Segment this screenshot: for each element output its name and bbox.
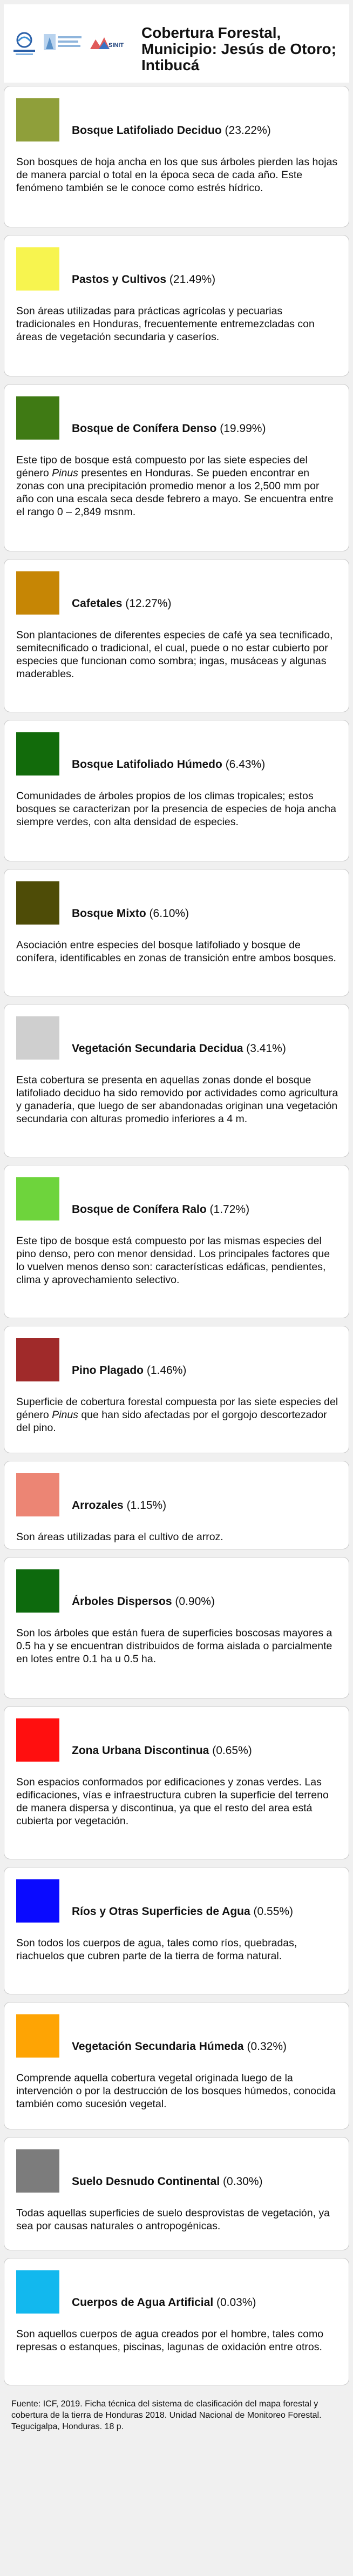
color-swatch [16,98,59,141]
page-title [141,25,347,73]
category-name: Vegetación Secundaria Húmeda [72,2040,244,2053]
category-name: Suelo Desnudo Continental [72,2175,220,2188]
category-card [4,559,349,712]
description-text: Son plantaciones de diferentes especies de café ya sea tecnificado, semitecnificado o tradicional, el cual, puede o no estar cubierto por especies que funcionan como sombra; ingas, musáceas y algunas maderables. [16,629,333,680]
color-swatch [16,732,59,776]
description-text: Son aquellos cuerpos de agua creados por el hombre, tales como represas o estanques, piscinas, lagunas de oxidación entre otros. [16,2328,324,2353]
category-percentage: (1.46%) [146,1364,187,1377]
category-card [4,1557,349,1698]
title-line-2: Municipio: Jesús de Otoro; [141,41,336,57]
category-percentage: (0.65%) [212,1744,252,1757]
color-swatch [16,881,59,925]
category-name: Cuerpos de Agua Artificial [72,2296,214,2309]
category-name: Bosque de Conífera Denso [72,422,217,435]
category-title [72,907,189,920]
category-description [16,939,339,965]
category-card [4,2002,349,2129]
category-name: Bosque de Conífera Ralo [72,1203,207,1216]
category-name: Cafetales [72,597,123,610]
category-card [4,384,349,551]
category-title [72,422,266,435]
category-title [72,1203,249,1216]
category-description [16,156,339,194]
genus-name: Pinus [52,467,78,479]
category-name: Zona Urbana Discontinua [72,1744,209,1757]
category-name: Bosque Latifoliado Húmedo [72,758,222,771]
category-title [72,2040,287,2053]
category-card [4,86,349,227]
category-card [4,1867,349,1994]
description-text: Comprende aquella cobertura vegetal originada luego de la intervención o por la destrucción de los bosques húmedos, conocida también como sucesión vegetal. [16,2072,336,2110]
category-description [16,2072,339,2110]
description-text: Son los árboles que están fuera de superficies boscosas mayores a 0.5 ha y se encuentran distribuidos de forma aislada o parcialmente en lotes entre 0.1 ha u 0.5 ha. [16,1627,332,1665]
category-title [72,124,271,137]
category-title [72,1499,166,1512]
category-title [72,1744,252,1757]
category-percentage: (0.55%) [253,1905,294,1918]
category-description [16,1776,339,1828]
category-name: Ríos y Otras Superficies de Agua [72,1905,250,1918]
description-text: Son espacios conformados por edificaciones y zonas verdes. Las edificaciones, vías e infraestructura cubren la superficie del terreno de manera dispersa y discontinua, ya que el resto del area está cubierta por vegetación. [16,1776,329,1827]
description-text: Son bosques de hoja ancha en los que sus árboles pierden las hojas de manera parcial o total en la época seca de cada año. Este fenómeno también se le conoce como estrés hídrico. [16,156,338,194]
category-percentage: (0.30%) [223,2175,263,2188]
category-description [16,1627,339,1665]
category-description [16,1530,339,1543]
title-line-1: Cobertura Forestal, [141,24,281,41]
description-text: Este tipo de bosque está compuesto por las siete especies del género [16,454,308,479]
category-name: Vegetación Secundaria Decidua [72,1042,243,1055]
color-swatch [16,2014,59,2058]
category-title [72,1905,293,1918]
category-description [16,790,339,828]
category-description [16,1074,339,1125]
description-text: presentes en Honduras. Se pueden encontrar en zonas con una precipitación promedio menor a los 2,500 mm por año con una escala seca desde febrero a mayo. Se encuentra entre el rango 0 – 2,849 msnm. [16,467,334,518]
color-swatch [16,1177,59,1220]
category-percentage: (6.43%) [225,758,266,771]
category-title [72,1595,215,1608]
color-swatch [16,1569,59,1613]
category-description [16,2328,339,2354]
category-percentage: (1.15%) [126,1499,167,1512]
category-percentage: (1.72%) [209,1203,250,1216]
category-card [4,720,349,861]
category-card [4,1326,349,1453]
category-title [72,758,265,771]
description-text: Asociación entre especies del bosque latifoliado y bosque de conífera, identificables en zonas de transición entre ambos bosques. [16,939,336,964]
category-name: Árboles Dispersos [72,1595,172,1608]
category-percentage: (23.22%) [225,124,271,137]
description-text: Son áreas utilizadas para prácticas agrícolas y pecuarias tradicionales en Honduras, frecuentemente entremezcladas con áreas de vegetación secundaria y caseríos. [16,305,315,343]
category-description [16,2207,339,2233]
category-percentage: (6.10%) [149,907,189,920]
category-title [72,273,215,286]
category-description [16,454,339,518]
category-description [16,1937,339,1963]
category-percentage: (0.32%) [247,2040,287,2053]
category-card [4,1706,349,1859]
category-name: Bosque Latifoliado Deciduo [72,124,222,137]
logo-group [10,29,124,57]
category-card [4,869,349,996]
category-description [16,629,339,680]
category-percentage: (21.49%) [169,273,216,286]
svg-text:SINIT: SINIT [108,42,124,49]
category-card [4,2258,349,2385]
category-title [72,1042,286,1055]
category-name: Pastos y Cultivos [72,273,167,286]
source-footnote: Fuente: ICF, 2019. Ficha técnica del sistema de clasificación del mapa forestal y cobertura de la tierra de Honduras 2018. Unidad Nacional de Monitoreo Forestal. Tegucigalpa, Honduras. 18 p. [11,2399,322,2431]
category-list [4,86,349,2385]
header [4,4,349,83]
category-description [16,305,339,343]
category-description [16,1235,339,1286]
color-swatch [16,571,59,615]
description-text: Son áreas utilizadas para el cultivo de arroz. [16,1531,223,1543]
description-text: Superficie de cobertura forestal compuesta por las siete especies del género [16,1396,338,1421]
category-card [4,1165,349,1318]
category-percentage: (3.41%) [246,1042,286,1055]
category-card [4,1461,349,1549]
color-swatch [16,2270,59,2314]
category-name: Bosque Mixto [72,907,146,920]
genus-name: Pinus [52,1409,78,1421]
description-text: que han sido afectadas por el gorgojo descortezador del pino. [16,1409,327,1434]
sinit-logo-icon [88,34,124,52]
category-title [72,1364,186,1377]
category-card [4,1004,349,1157]
description-text: Comunidades de árboles propios de los climas tropicales; estos bosques se caracterizan por la presencia de especies de hoja ancha siempre verdes, con alta densidad de especies. [16,790,336,828]
category-title [72,2296,256,2309]
government-logo-icon [10,29,38,57]
description-text: Esta cobertura se presenta en aquellas zonas donde el bosque latifoliado deciduo ha sido removido por actividades como agricultura y ganadería, que luego de ser abandonadas originan una vegetación secundaria con alturas promedio inferiores a 4 m. [16,1074,338,1125]
color-swatch [16,396,59,440]
category-percentage: (0.03%) [216,2296,256,2309]
category-percentage: (0.90%) [175,1595,215,1608]
color-swatch [16,1338,59,1381]
color-swatch [16,247,59,291]
category-name: Arrozales [72,1499,124,1512]
description-text: Este tipo de bosque está compuesto por las mismas especies del pino denso, pero con menor densidad. Los principales factores que lo vuelven menos denso son: características edáficas, pendientes, clima y aprovechamiento selectivo. [16,1235,330,1286]
category-name: Pino Plagado [72,1364,144,1377]
title-line-3: Intibucá [141,57,200,73]
category-percentage: (19.99%) [220,422,266,435]
color-swatch [16,1016,59,1060]
category-card [4,2137,349,2250]
icf-logo-icon [44,33,83,53]
description-text: Son todos los cuerpos de agua, tales como ríos, quebradas, riachuelos que cubren parte de la tierra de forma natural. [16,1937,297,1962]
category-percentage: (12.27%) [125,597,172,610]
color-swatch [16,1879,59,1923]
description-text: Todas aquellas superficies de suelo desprovistas de vegetación, ya sea por causas naturales o antropogénicas. [16,2207,330,2232]
color-swatch [16,1718,59,1762]
category-title [72,2175,263,2188]
color-swatch [16,1473,59,1516]
color-swatch [16,2149,59,2193]
category-description [16,1395,339,1434]
category-title [72,597,171,610]
category-card [4,235,349,376]
